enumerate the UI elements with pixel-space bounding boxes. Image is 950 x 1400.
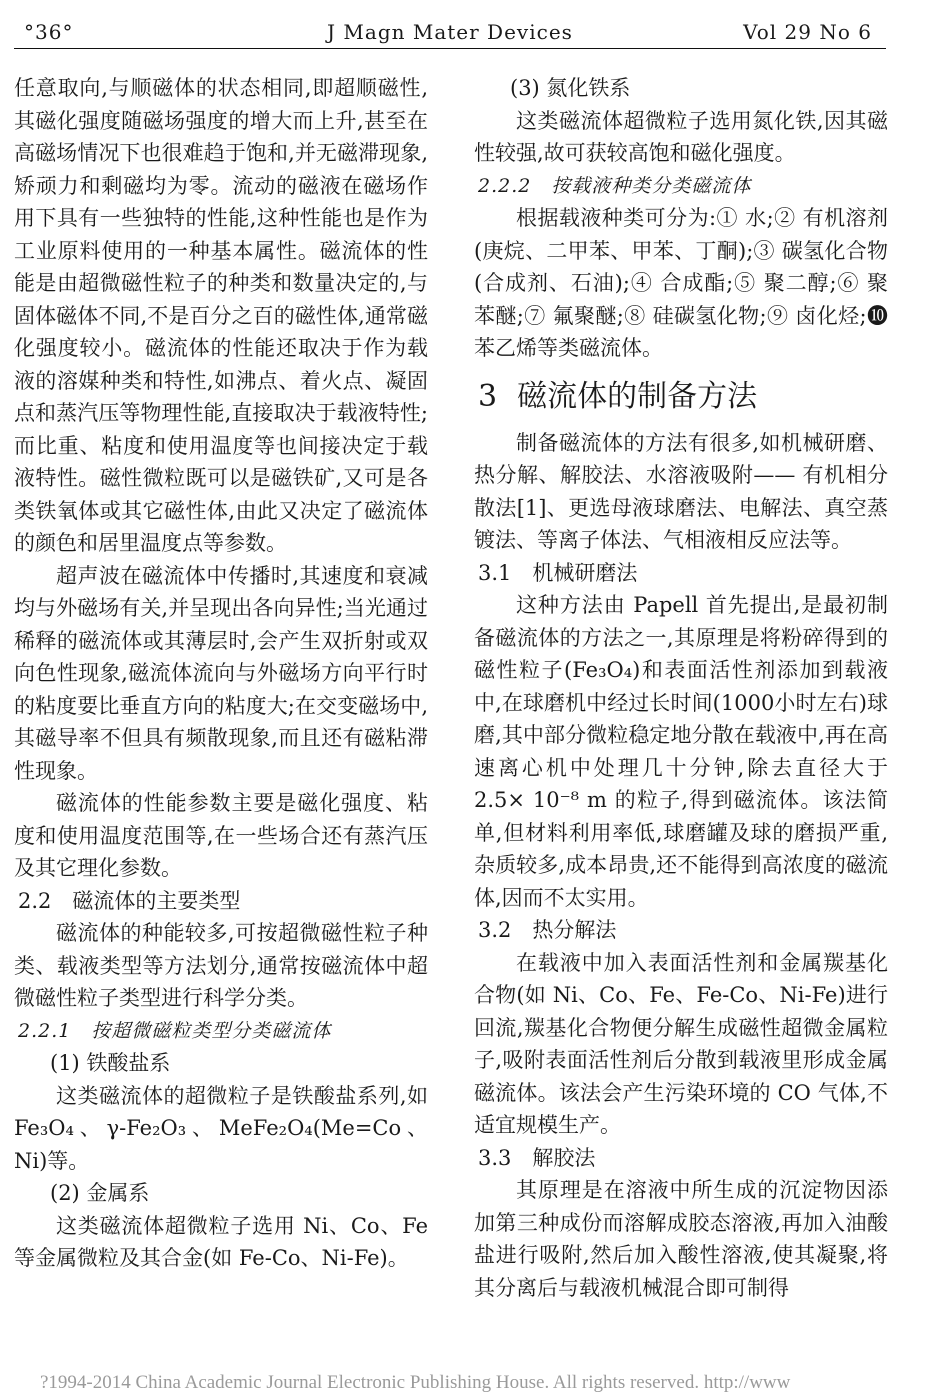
- page-header: [14, 18, 886, 48]
- paragraph: 超声波在磁流体中传播时,其速度和衰减均与外磁场有关,并呈现出各向异性;当光通过稀释的磁流体或其薄层时,会产生双折射或双向色性现象,磁流体流向与外磁场方向平行时的粘度要比垂直方向的粘度大;在交变磁场中,其磁导率不但具有频散现象,而且还有磁粘滞性现象。: [14, 563, 428, 783]
- journal-name: J Magn Mater Devices: [327, 20, 573, 44]
- paragraph: 根据载液种类可分为:① 水;② 有机溶剂(庚烷、二甲苯、甲苯、丁酮);③ 碳氢化合物(合成剂、石油);④ 合成酯;⑤ 聚二醇;⑥ 聚苯醚;⑦ 氟聚醚;⑧ 硅碳氢化物;⑨ 卤化烃;❿苯乙烯等类磁流体。: [474, 206, 888, 360]
- section-heading: 2.2 磁流体的主要类型: [18, 888, 241, 913]
- copyright-watermark: ?1994-2014 China Academic Journal Electronic Publishing House. All rights reserved. http://www: [40, 1372, 791, 1393]
- paragraph: 这类磁流体超微粒子选用氮化铁,因其磁性较强,故可获较高饱和磁化强度。: [474, 108, 888, 165]
- volume-issue: Vol 29 No 6: [743, 20, 872, 44]
- paragraph: 这类磁流体超微粒子选用 Ni、Co、Fe 等金属微粒及其合金(如 Fe-Co、Ni-Fe)。: [14, 1213, 428, 1270]
- page-number: °36°: [24, 20, 74, 44]
- list-label: (3) 氮化铁系: [510, 76, 631, 100]
- list-label: (1) 铁酸盐系: [50, 1051, 171, 1075]
- section-heading: 3.2 热分解法: [478, 918, 617, 942]
- right-column: [474, 72, 888, 1304]
- paragraph: 在载液中加入表面活性剂和金属羰基化合物(如 Ni、Co、Fe、Fe-Co、Ni-Fe)进行回流,羰基化合物便分解生成磁性超微金属粒子,吸附表面活性剂后分散到载液里形成金属磁流体。该法会产生污染环境的 CO 气体,不适宜规模生产。: [474, 950, 888, 1137]
- paragraph: 这种方法由 Papell 首先提出,是最初制备磁流体的方法之一,其原理是将粉碎得到的磁性粒子(Fe₃O₄)和表面活性剂添加到载液中,在球磨机中经过长时间(1000小时左右)球磨,其中部分微粒稳定地分散在载液中,再在高速离心机中处理几十分钟,除去直径大于 2.5× 10⁻⁸ m 的粒子,得到磁流体。该法简单,但材料利用率低,球磨罐及球的磨损严重,杂质较多,成本昂贵,还不能得到高浓度的磁流体,因而不太实用。: [474, 593, 888, 910]
- paragraph: 制备磁流体的方法有很多,如机械研磨、热分解、解胶法、水溶液吸附—— 有机相分散法[1]、更选母液球磨法、电解法、真空蒸镀法、等离子体法、气相液相反应法等。: [474, 430, 888, 552]
- paragraph: 磁流体的种能较多,可按超微磁性粒子种类、载液类型等方法划分,通常按磁流体中超微磁性粒子类型进行科学分类。: [14, 921, 428, 1010]
- header-rule: [14, 48, 886, 49]
- section-heading: 3.1 机械研磨法: [478, 560, 638, 585]
- chapter-title: 磁流体的制备方法: [517, 378, 758, 414]
- paragraph: 其原理是在溶液中所生成的沉淀物因添加第三种成份而溶解成胶态溶液,再加入油酸盐进行吸附,然后加入酸性溶液,使其凝聚,将其分离后与载液机械混合即可制得: [474, 1178, 888, 1300]
- left-column: [14, 72, 428, 1275]
- paragraph: 这类磁流体的超微粒子是铁酸盐系列,如 Fe₃O₄、γ-Fe₂O₃、MeFe₂O₄(Me=Co、Ni)等。: [14, 1083, 428, 1173]
- subsection-heading: 2.2.1 按超微磁粒类型分类磁流体: [18, 1019, 332, 1042]
- section-heading: 3.3 解胶法: [478, 1145, 596, 1170]
- chapter-heading: [474, 375, 888, 419]
- chapter-number: 3: [478, 378, 498, 414]
- paragraph: 磁流体的性能参数主要是磁化强度、粘度和使用温度范围等,在一些场合还有蒸汽压及其它理化参数。: [14, 791, 428, 880]
- list-label: (2) 金属系: [50, 1181, 150, 1205]
- paragraph: 任意取向,与顺磁体的状态相同,即超顺磁性,其磁化强度随磁场强度的增大而上升,甚至在高磁场情况下也很难趋于饱和,并无磁滞现象,矫顽力和剩磁均为零。流动的磁液在磁场作用下具有一些独特的性能,这种性能也是作为工业原料使用的一种基本属性。磁流体的性能是由超微磁性粒子的种类和数量决定的,与固体磁体不同,不是百分之百的磁性体,通常磁化强度较小。磁流体的性能还取决于作为载液的溶媒种类和特性,如沸点、着火点、凝固点和蒸汽压等物理性能,直接取决于载液特性;而比重、粘度和使用温度等也间接决定于载液特性。磁性微粒既可以是磁铁矿,又可是各类铁氧体或其它磁性体,由此又决定了磁流体的颜色和居里温度点等参数。: [14, 76, 428, 555]
- subsection-heading: 2.2.2 按载液种类分类磁流体: [478, 174, 752, 197]
